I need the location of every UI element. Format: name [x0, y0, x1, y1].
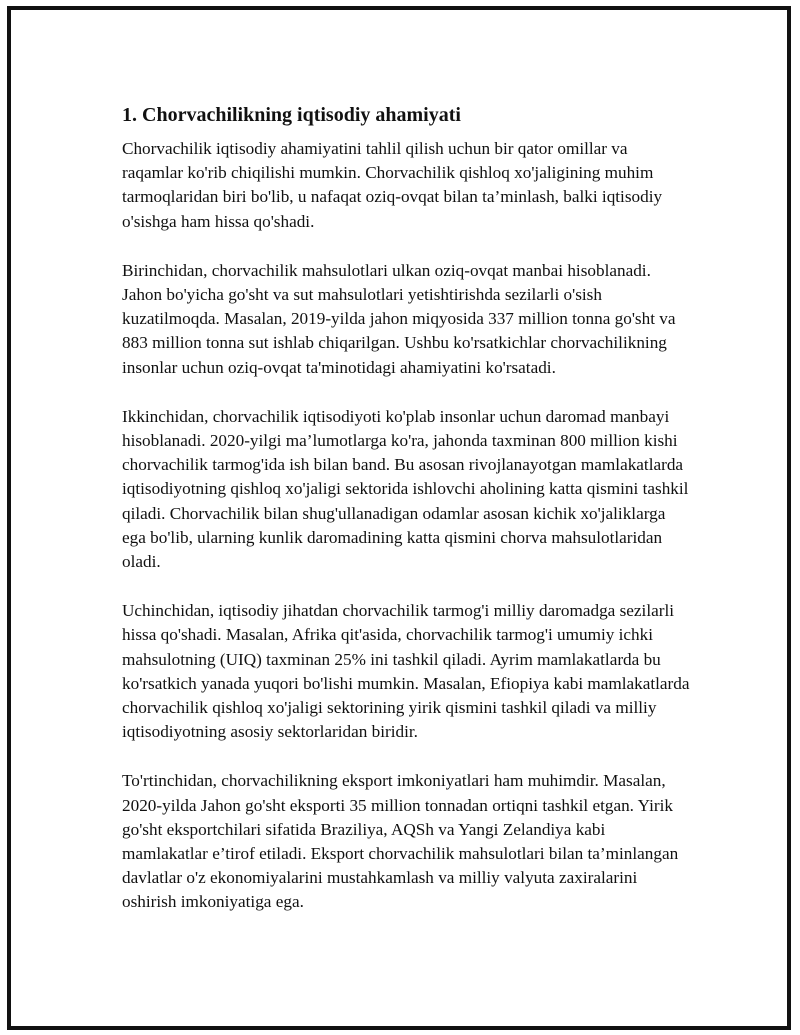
paragraph-fourth: To'rtinchidan, chorvachilikning eksport imkoniyatlari ham muhimdir. Masalan, 2020-yilda Jahon go'sht eksporti 35 million tonnadan ortiqni tashkil etgan. Yirik go'sht eksportchilari sifatida Braziliya, AQSh va Yangi Zelandiya kabi mamlakatlar e’tirof etiladi. Eksport chorvachilik mahsulotlari bilan ta’minlangan davlatlar o'z ekonomiyalarini mustahkamlash va milliy valyuta zaxiralarini oshirish imkoniyatiga ega.	[122, 771, 679, 912]
section-heading: 1. Chorvachilikning iqtisodiy ahamiyati	[122, 104, 461, 126]
document-body	[122, 101, 692, 940]
paragraph-intro: Chorvachilik iqtisodiy ahamiyatini tahlil qilish uchun bir qator omillar va raqamlar ko'rib chiqilishi mumkin. Chorvachilik qishloq xo'jaligining muhim tarmoqlaridan biri bo'lib, u nafaqat oziq-ovqat bilan ta’minlash, balki iqtisodiy o'sishga ham hissa qo'shadi.	[122, 139, 663, 231]
paragraph-third: Uchinchidan, iqtisodiy jihatdan chorvachilik tarmog'i milliy daromadga sezilarli hissa qo'shadi. Masalan, Afrika qit'asida, chorvachilik tarmog'i umumiy ichki mahsulotning (UIQ) taxminan 25% ini tashkil qiladi. Ayrim mamlakatlarda bu ko'rsatkich yanada yuqori bo'lishi mumkin. Masalan, Efiopiya kabi mamlakatlarda chorvachilik qishloq xo'jaligi sektorining yirik qismini tashkil qiladi va milliy iqtisodiyotning asosiy sektorlaridan biridir.	[122, 601, 690, 742]
page-frame	[7, 6, 791, 1030]
paragraph-second: Ikkinchidan, chorvachilik iqtisodiyoti ko'plab insonlar uchun daromad manbayi hisoblanadi. 2020-yilgi ma’lumotlarga ko'ra, jahonda taxminan 800 million kishi chorvachilik tarmog'ida ish bilan band. Bu asosan rivojlanayotgan mamlakatlarda iqtisodiyotning qishloq xo'jaligi sektorida ishlovchi aholining katta qismini tashkil qiladi. Chorvachilik bilan shug'ullanadigan odamlar asosan kichik xo'jaliklarga ega bo'lib, ularning kunlik daromadining katta qismini chorva mahsulotlaridan oladi.	[122, 406, 689, 572]
paragraph-first: Birinchidan, chorvachilik mahsulotlari ulkan oziq-ovqat manbai hisoblanadi. Jahon bo'yicha go'sht va sut mahsulotlari yetishtirishda sezilarli o'sish kuzatilmoqda. Masalan, 2019-yilda jahon miqyosida 337 million tonna go'sht va 883 million tonna sut ishlab chiqarilgan. Ushbu ko'rsatkichlar chorvachilikning insonlar uchun oziq-ovqat ta'minotidagi ahamiyatini ko'rsatadi.	[122, 260, 676, 377]
